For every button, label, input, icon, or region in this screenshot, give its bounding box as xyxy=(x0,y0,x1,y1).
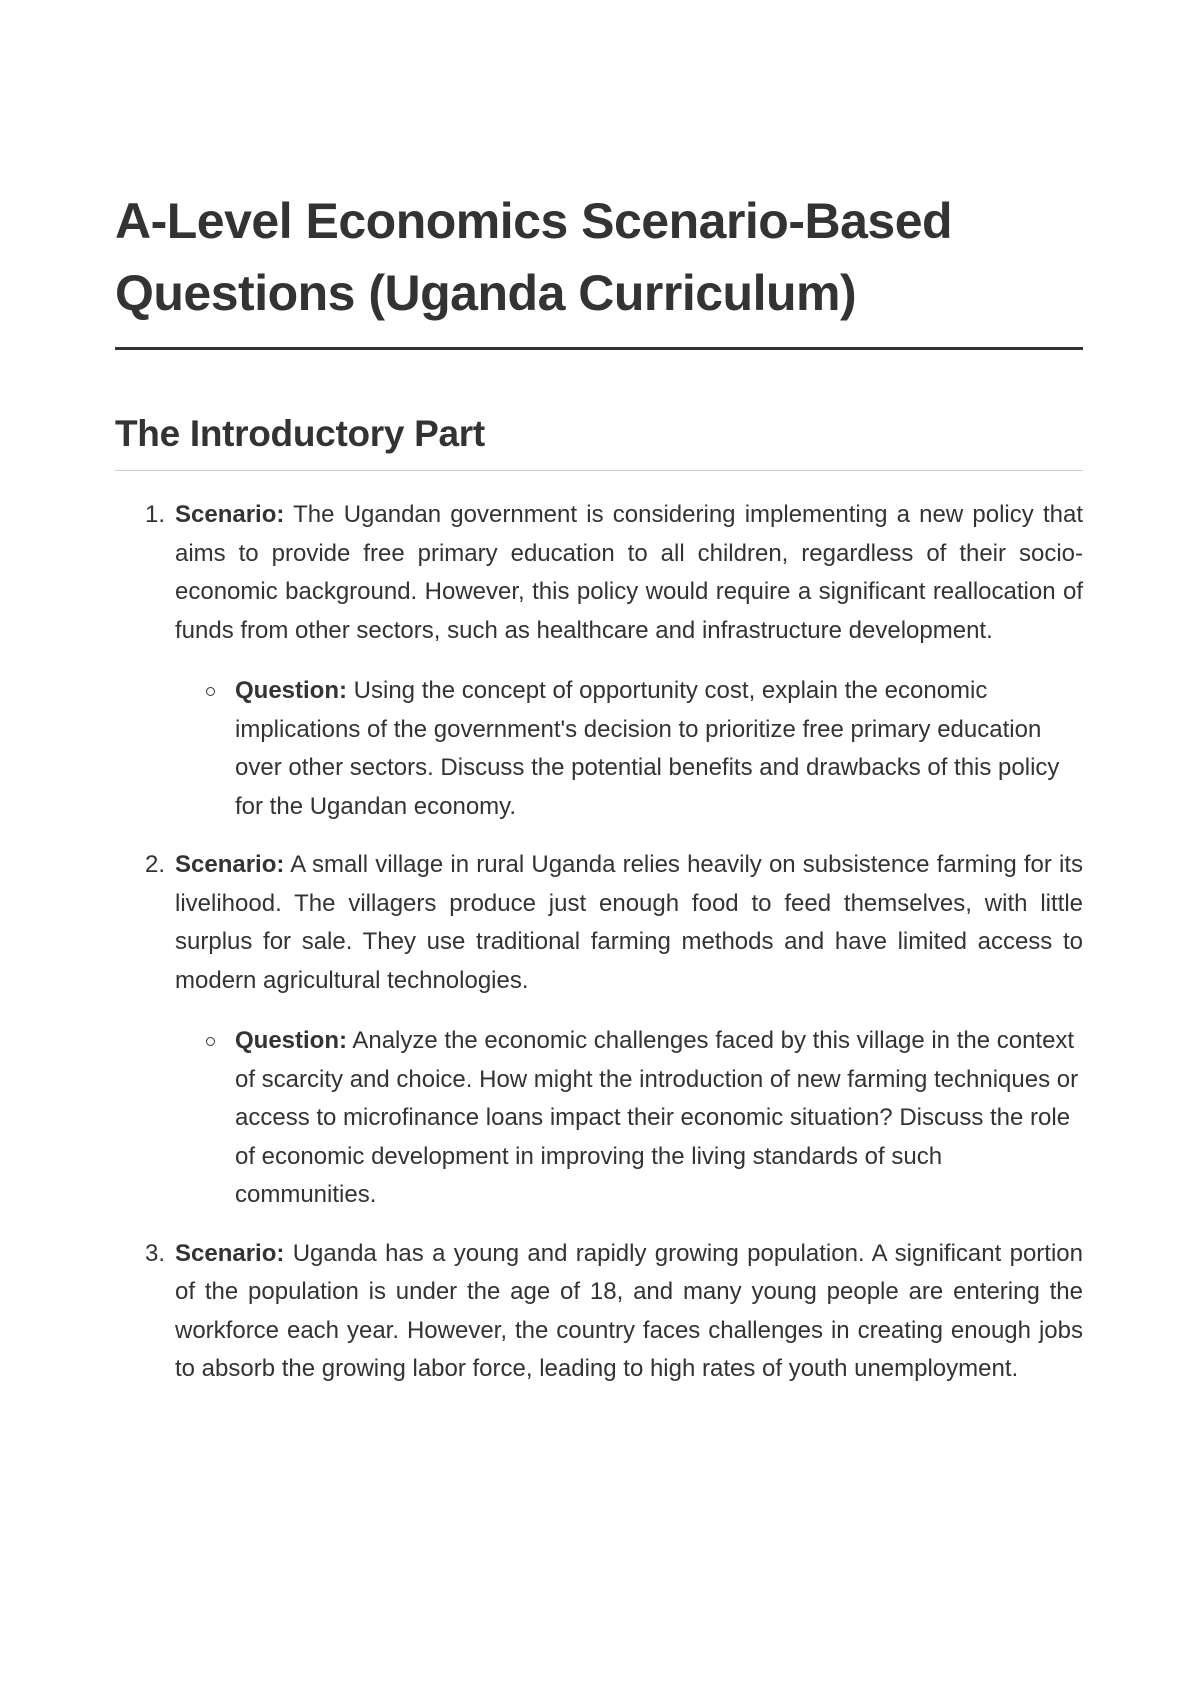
document-page xyxy=(115,185,1083,1409)
circle-bullet-icon xyxy=(206,687,215,696)
item-number: 2. xyxy=(145,851,166,878)
scenario-text: A small village in rural Uganda relies heavily on subsistence farming for its livelihood. The villagers produce just enough food to feed themselves, with little surplus for sale. They use traditional farming methods and have limited access to modern agricultural technologies. xyxy=(175,851,1084,994)
question-paragraph xyxy=(235,1022,1083,1215)
scenario-label: Scenario: xyxy=(175,851,285,878)
item-number: 1. xyxy=(145,501,166,528)
scenario-item-2 xyxy=(115,846,1083,1215)
question-paragraph xyxy=(235,672,1083,826)
circle-bullet-icon xyxy=(206,1037,215,1046)
scenario-list xyxy=(115,496,1083,1389)
question-text: Analyze the economic challenges faced by this village in the context of scarcity and choice. How might the introduction of new farming techniques or access to microfinance loans impact their economic situation? Discuss the role of economic development in improving the living standards of such communities. xyxy=(235,1027,1079,1208)
question-label: Question: xyxy=(235,677,347,704)
scenario-paragraph xyxy=(175,846,1083,1000)
document-title: A-Level Economics Scenario-Based Questions (Uganda Curriculum) xyxy=(115,193,953,321)
scenario-paragraph xyxy=(175,1235,1083,1389)
title-divider xyxy=(115,347,1083,350)
question-list xyxy=(175,672,1083,826)
scenario-item-3 xyxy=(115,1235,1083,1389)
scenario-item-1 xyxy=(115,496,1083,826)
question-text: Using the concept of opportunity cost, explain the economic implications of the government's decision to prioritize free primary education over other sectors. Discuss the potential benefits and drawbacks of this policy for the Ugandan economy. xyxy=(235,677,1060,820)
scenario-label: Scenario: xyxy=(175,1239,285,1267)
section-heading: The Introductory Part xyxy=(115,413,485,454)
question-label: Question: xyxy=(235,1027,347,1054)
item-number: 3. xyxy=(145,1239,166,1267)
scenario-text: The Ugandan government is considering implementing a new policy that aims to provide free primary education to all children, regardless of their socio-economic background. However, this policy would require a significant reallocation of funds from other sectors, such as healthcare and infrastructure development. xyxy=(175,501,1083,644)
scenario-label: Scenario: xyxy=(175,501,285,528)
scenario-text: Uganda has a young and rapidly growing population. A significant portion of the population is under the age of 18, and many young people are entering the workforce each year. However, the country faces challenges in creating enough jobs to absorb the growing labor force, leading to high rates of youth unemployment. xyxy=(175,1239,1083,1382)
question-item xyxy=(175,1022,1083,1215)
question-list xyxy=(175,1022,1083,1215)
scenario-paragraph xyxy=(175,496,1083,650)
section-divider xyxy=(115,470,1083,471)
question-item xyxy=(175,672,1083,826)
